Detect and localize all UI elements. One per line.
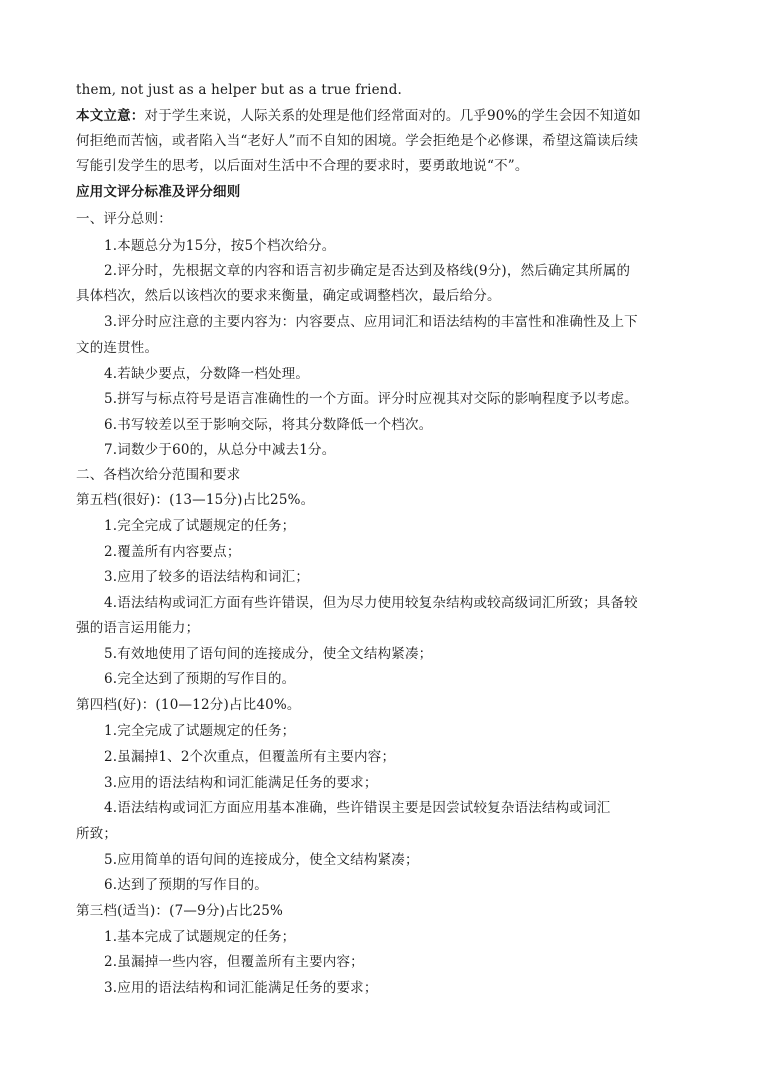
grade-heading: 第五档(很好)：(13—15分)占比25%。 <box>76 492 315 508</box>
rule-item: 2.评分时，先根据文章的内容和语言初步确定是否达到及格线(9分)，然后确定其所属的 <box>104 263 631 279</box>
rule-item-continuation: 具体档次，然后以该档次的要求来衡量，确定或调整档次，最后给分。 <box>76 288 501 304</box>
grade-item: 4.语法结构或词汇方面应用基本准确，些许错误主要是因尝试较复杂语法结构或词汇 <box>104 800 611 816</box>
grade-item: 3.应用的语法结构和词汇能满足任务的要求； <box>104 980 378 996</box>
grade-item: 1.完全完成了试题规定的任务； <box>104 723 296 739</box>
grade-item: 5.应用简单的语句间的连接成分，使全文结构紧凑； <box>104 852 419 868</box>
rule-item: 5.拼写与标点符号是语言准确性的一个方面。评分时应视其对交际的影响程度予以考虑。 <box>104 391 638 407</box>
theme-paragraph-line: 何拒绝而苦恼，或者陷入当“老好人”而不自知的困境。学会拒绝是个必修课，希望这篇读后续 <box>76 133 639 149</box>
grade-item: 2.覆盖所有内容要点； <box>104 544 241 560</box>
rule-item: 6.书写较差以至于影响交际，将其分数降低一个档次。 <box>104 417 433 433</box>
rule-item: 1.本题总分为15分，按5个档次给分。 <box>104 238 336 254</box>
grade-heading: 第三档(适当)：(7—9分)占比25% <box>76 903 284 919</box>
rule-item: 4.若缺少要点，分数降一档处理。 <box>104 366 310 382</box>
grade-item: 3.应用了较多的语法结构和词汇； <box>104 569 310 585</box>
grade-item-continuation: 强的语言运用能力； <box>76 620 200 636</box>
subsection-heading: 二、各档次给分范围和要求 <box>76 467 241 483</box>
grade-item: 2.虽漏掉一些内容，但覆盖所有主要内容； <box>104 954 364 970</box>
grade-item: 1.完全完成了试题规定的任务； <box>104 518 296 534</box>
grade-item: 1.基本完成了试题规定的任务； <box>104 929 296 945</box>
rule-item: 3.评分时应注意的主要内容为：内容要点、应用词汇和语法结构的丰富性和准确性及上下 <box>104 314 638 330</box>
section-title: 应用文评分标准及评分细则 <box>76 184 241 200</box>
grade-item: 6.完全达到了预期的写作目的。 <box>104 671 296 687</box>
grade-item: 3.应用的语法结构和词汇能满足任务的要求； <box>104 775 378 791</box>
theme-paragraph-line: 本文立意：对于学生来说，人际关系的处理是他们经常面对的。几乎90%的学生会因不知道如 <box>76 108 641 124</box>
rule-item-continuation: 文的连贯性。 <box>76 340 159 356</box>
grade-heading: 第四档(好)：(10—12分)占比40%。 <box>76 697 301 713</box>
grade-item: 6.达到了预期的写作目的。 <box>104 877 268 893</box>
grade-item-continuation: 所致； <box>76 826 118 842</box>
theme-paragraph-line: 写能引发学生的思考，以后面对生活中不合理的要求时，要勇敢地说“不”。 <box>76 158 529 174</box>
theme-label: 本文立意： <box>76 108 145 124</box>
paragraph-continuation: them, not just as a helper but as a true friend. <box>76 82 403 98</box>
subsection-heading: 一、评分总则： <box>76 211 172 227</box>
grade-item: 5.有效地使用了语句间的连接成分，使全文结构紧凑； <box>104 646 433 662</box>
rule-item: 7.词数少于60的，从总分中减去1分。 <box>104 442 336 458</box>
grade-item: 2.虽漏掉1、2个次重点，但覆盖所有主要内容； <box>104 749 396 765</box>
grade-item: 4.语法结构或词汇方面有些许错误，但为尽力使用较复杂结构或较高级词汇所致；具备较 <box>104 595 638 611</box>
